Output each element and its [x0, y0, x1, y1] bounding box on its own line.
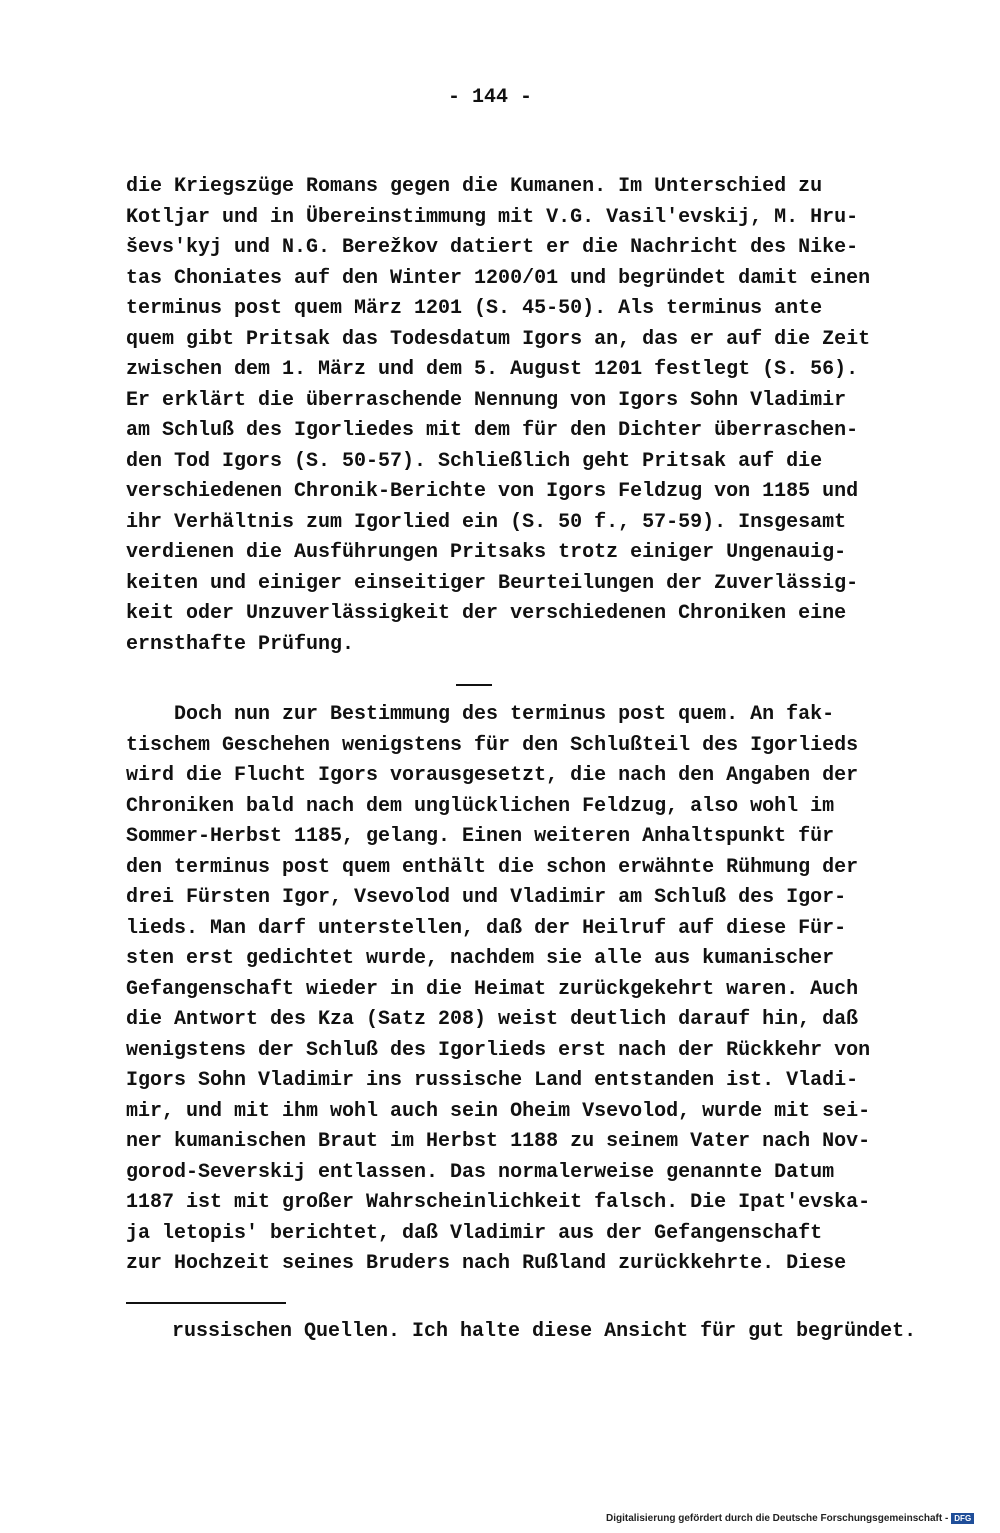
- footnote-rule: [126, 1302, 286, 1304]
- text-line: die Kriegszüge Romans gegen die Kumanen. Im Unterschied zu: [126, 175, 823, 198]
- section-divider: [456, 684, 492, 686]
- attribution-text: Digitalisierung gefördert durch die Deutsche Forschungsgemeinschaft -: [606, 1513, 949, 1524]
- text-line: verschiedenen Chronik-Berichte von Igors Feldzug von 1185 und: [126, 480, 859, 503]
- text-line: ihr Verhältnis zum Igorlied ein (S. 50 f., 57-59). Insgesamt: [126, 510, 847, 534]
- text-line: wenigstens der Schluß des Igorlieds erst nach der Rückkehr von: [126, 1038, 871, 1062]
- text-line: ševs'kyj und N.G. Berežkov datiert er die Nachricht des Nike-: [126, 236, 859, 259]
- text-line: lieds. Man darf unterstellen, daß der Heilruf auf diese Für-: [126, 916, 847, 940]
- text-line: sten erst gedichtet wurde, nachdem sie alle aus kumanischer: [126, 947, 835, 970]
- paragraph-1: [126, 172, 896, 660]
- text-line: keit oder Unzuverlässigkeit der verschiedenen Chroniken eine: [126, 602, 847, 625]
- text-line: Doch nun zur Bestimmung des terminus post quem. An fak-: [126, 703, 835, 726]
- text-line: am Schluß des Igorliedes mit dem für den Dichter überraschen-: [126, 419, 859, 442]
- text-line: Chroniken bald nach dem unglücklichen Feldzug, also wohl im: [126, 794, 835, 818]
- paragraph-2: [126, 700, 896, 1280]
- digitization-attribution: [606, 1513, 974, 1524]
- text-line: ernsthafte Prüfung.: [126, 632, 355, 656]
- text-line: zur Hochzeit seines Bruders nach Rußland zurückkehrte. Diese: [126, 1252, 847, 1275]
- text-line: verdienen die Ausführungen Pritsaks trotz einiger Ungenauig-: [126, 541, 847, 564]
- text-line: quem gibt Pritsak das Todesdatum Igors an, das er auf die Zeit: [126, 327, 871, 351]
- text-line: wird die Flucht Igors vorausgesetzt, die nach den Angaben der: [126, 764, 859, 787]
- text-line: tischem Geschehen wenigstens für den Schlußteil des Igorlieds: [126, 733, 859, 757]
- text-line: zwischen dem 1. März und dem 5. August 1201 festlegt (S. 56).: [126, 358, 859, 381]
- text-line: Igors Sohn Vladimir ins russische Land entstanden ist. Vladi-: [126, 1069, 859, 1092]
- page-number: - 144 -: [448, 86, 533, 109]
- text-line: Sommer-Herbst 1185, gelang. Einen weiteren Anhaltspunkt für: [126, 825, 835, 848]
- text-line: drei Fürsten Igor, Vsevolod und Vladimir am Schluß des Igor-: [126, 886, 847, 909]
- text-line: ja letopis' berichtet, daß Vladimir aus der Gefangenschaft: [126, 1221, 823, 1245]
- text-line: terminus post quem März 1201 (S. 45-50). Als terminus ante: [126, 297, 823, 320]
- text-line: die Antwort des Kza (Satz 208) weist deutlich darauf hin, daß: [126, 1008, 859, 1031]
- footnote-text: russischen Quellen. Ich halte diese Ansicht für gut begründet.: [172, 1320, 917, 1343]
- text-line: den terminus post quem enthält die schon erwähnte Rühmung der: [126, 855, 859, 879]
- text-line: mir, und mit ihm wohl auch sein Oheim Vsevolod, wurde mit sei-: [126, 1099, 871, 1123]
- text-line: 1187 ist mit großer Wahrscheinlichkeit falsch. Die Ipat'evska-: [126, 1191, 871, 1214]
- text-line: keiten und einiger einseitiger Beurteilungen der Zuverlässig-: [126, 571, 859, 595]
- text-line: tas Choniates auf den Winter 1200/01 und begründet damit einen: [126, 266, 871, 290]
- text-line: Kotljar und in Übereinstimmung mit V.G. Vasil'evskij, M. Hru-: [126, 205, 859, 229]
- text-line: Er erklärt die überraschende Nennung von Igors Sohn Vladimir: [126, 388, 847, 412]
- text-line: Gefangenschaft wieder in die Heimat zurückgekehrt waren. Auch: [126, 977, 859, 1001]
- text-line: den Tod Igors (S. 50-57). Schließlich geht Pritsak auf die: [126, 449, 823, 473]
- text-line: gorod-Severskij entlassen. Das normalerweise genannte Datum: [126, 1160, 835, 1184]
- text-line: ner kumanischen Braut im Herbst 1188 zu seinem Vater nach Nov-: [126, 1130, 871, 1153]
- dfg-logo: DFG: [951, 1513, 974, 1524]
